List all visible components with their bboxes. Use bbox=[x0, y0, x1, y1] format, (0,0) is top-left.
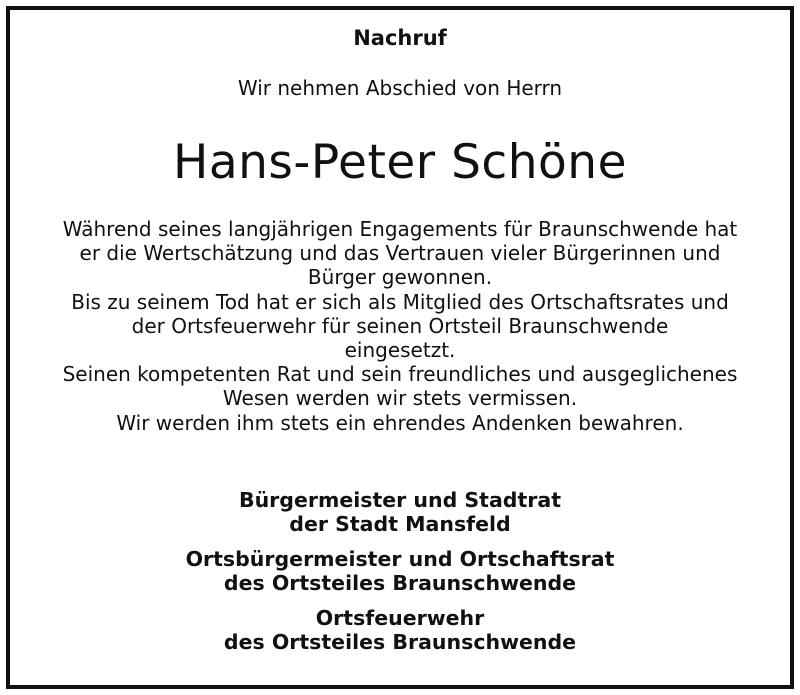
signers-block bbox=[10, 488, 790, 665]
signer-affiliation: des Ortsteiles Braunschwende bbox=[223, 571, 577, 595]
signer-name: Ortsbürgermeister und Ortschaftsrat bbox=[185, 547, 615, 571]
tribute-line: der Ortsfeuerwehr für seinen Ortsteil Braunschwende bbox=[131, 313, 669, 338]
signer-name: Bürgermeister und Stadtrat bbox=[238, 488, 562, 512]
signer-local-council bbox=[10, 547, 790, 595]
intro-line: Wir nehmen Abschied von Herrn bbox=[237, 76, 563, 100]
tribute-line: Bürger gewonnen. bbox=[307, 265, 493, 290]
tribute-text bbox=[10, 217, 790, 435]
tribute-line: eingesetzt. bbox=[344, 338, 456, 363]
notice-title: Nachruf bbox=[353, 26, 447, 50]
obituary-frame bbox=[6, 6, 794, 689]
signer-affiliation: der Stadt Mansfeld bbox=[289, 512, 511, 536]
tribute-line: Wesen werden wir stets vermissen. bbox=[222, 386, 578, 411]
signer-name: Ortsfeuerwehr bbox=[315, 606, 485, 630]
signer-affiliation: des Ortsteiles Braunschwende bbox=[223, 630, 577, 654]
signer-city-council bbox=[10, 488, 790, 536]
deceased-name: Hans-Peter Schöne bbox=[173, 135, 627, 190]
tribute-line: Bis zu seinem Tod hat er sich als Mitglied des Ortschaftsrates und bbox=[71, 289, 729, 314]
tribute-line: Seinen kompetenten Rat und sein freundliches und ausgeglichenes bbox=[62, 362, 738, 387]
tribute-line: Während seines langjährigen Engagements für Braunschwende hat bbox=[62, 217, 738, 241]
tribute-line: Wir werden ihm stets ein ehrendes Andenken bewahren. bbox=[116, 410, 684, 435]
tribute-line: er die Wertschätzung und das Vertrauen vieler Bürgerinnen und bbox=[79, 241, 721, 266]
signer-fire-brigade bbox=[10, 606, 790, 654]
